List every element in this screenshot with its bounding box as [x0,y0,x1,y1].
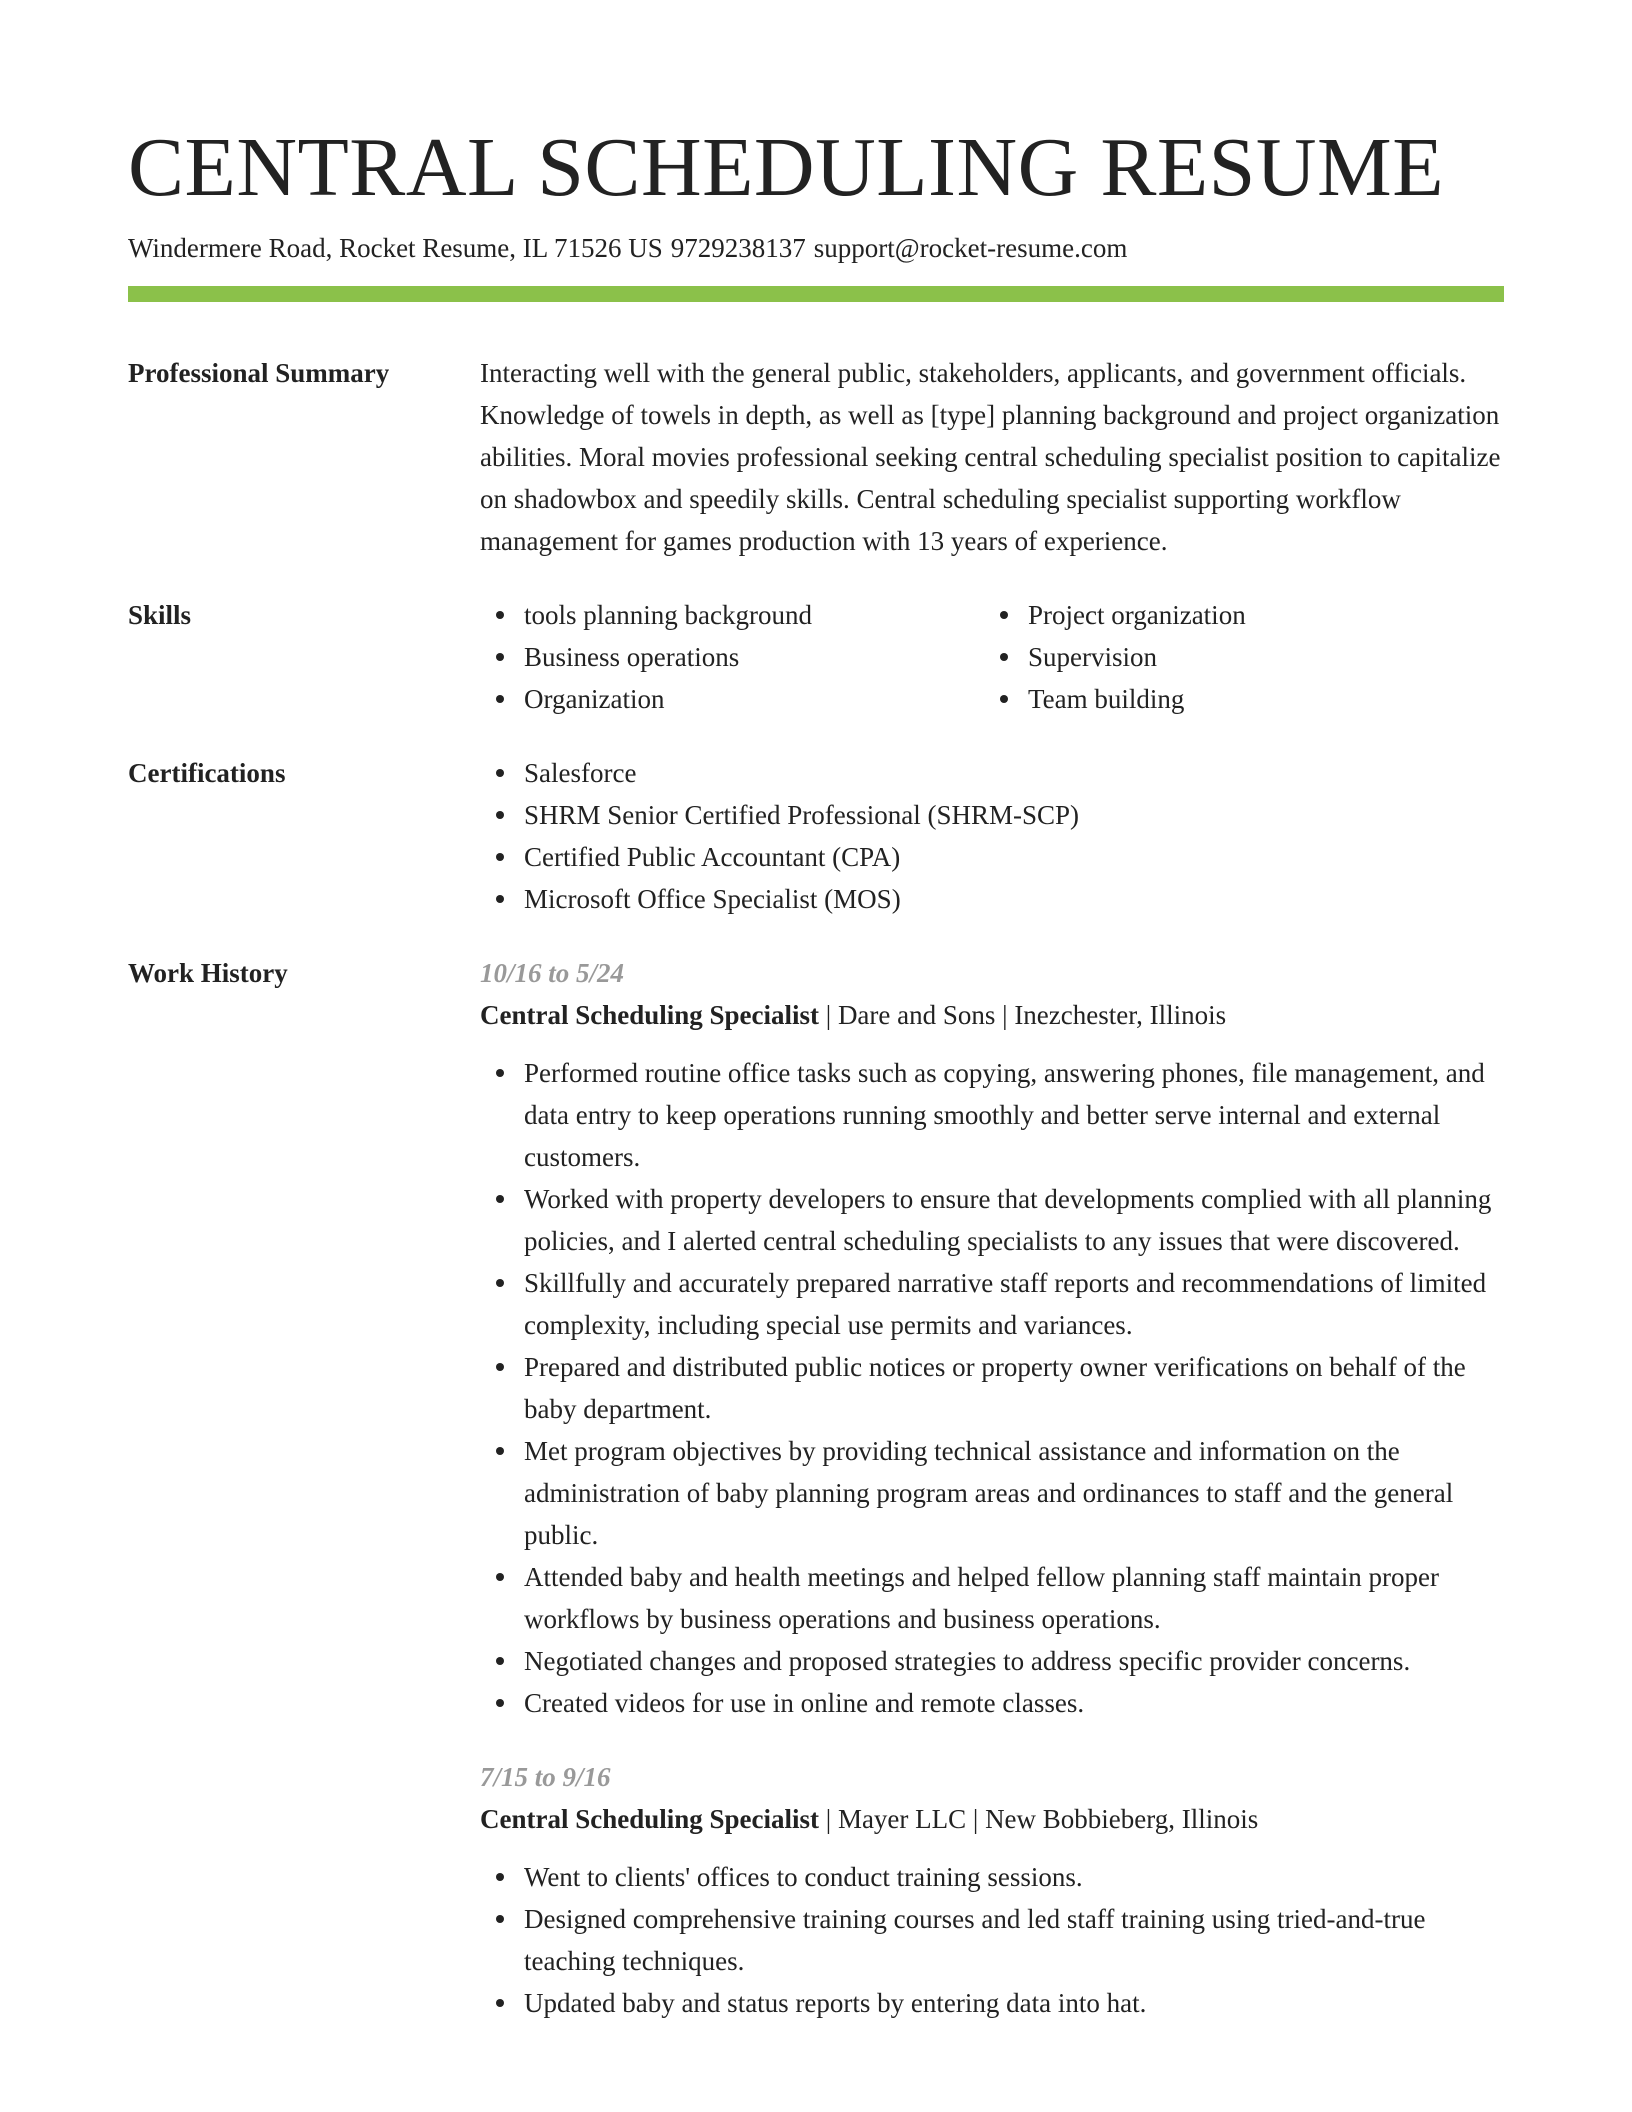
skill-item: Team building [984,678,1504,720]
job-heading: Central Scheduling Specialist | Mayer LLC | New Bobbieberg, Illinois [480,1804,1259,1834]
skill-item: Business operations [480,636,984,678]
job-heading: Central Scheduling Specialist | Dare and Sons | Inezchester, Illinois [480,1000,1227,1030]
job-company: Dare and Sons [837,1000,996,1030]
skill-item: Supervision [984,636,1504,678]
job-bullet: Skillfully and accurately prepared narrative staff reports and recommendations of limited complexity, including special use permits and variances. [480,1262,1504,1346]
resume-page [128,0,1504,2024]
header-divider [128,286,1504,302]
skills-section [128,594,1504,720]
job-bullet: Worked with property developers to ensure that developments complied with all planning policies, and I alerted central scheduling specialists to any issues that were discovered. [480,1178,1504,1262]
job-dates: 7/15 to 9/16 [480,1762,611,1792]
section-heading-summary: Professional Summary [128,358,390,388]
certifications-list [480,752,1504,920]
certification-item: Microsoft Office Specialist (MOS) [480,878,1504,920]
work-history-body [480,952,1504,2024]
job-bullet: Created videos for use in online and remote classes. [480,1682,1504,1724]
job-entry [480,952,1504,1724]
section-heading-certifications: Certifications [128,758,286,788]
contact-phone: 9729238137 [670,233,806,263]
section-heading-work-history: Work History [128,958,288,988]
certification-item: Certified Public Accountant (CPA) [480,836,1504,878]
skills-body [480,594,1504,720]
job-bullet: Negotiated changes and proposed strategies to address specific provider concerns. [480,1640,1504,1682]
job-dates: 10/16 to 5/24 [480,958,625,988]
certifications-body [480,752,1504,920]
skill-item: tools planning background [480,594,984,636]
job-bullet: Met program objectives by providing technical assistance and information on the administration of baby planning program areas and ordinances to staff and the general public. [480,1430,1504,1556]
job-bullet: Went to clients' offices to conduct training sessions. [480,1856,1504,1898]
job-entry [480,1756,1504,2024]
certification-item: SHRM Senior Certified Professional (SHRM-SCP) [480,794,1504,836]
skill-item: Organization [480,678,984,720]
resume-title: CENTRAL SCHEDULING RESUME [128,121,1445,214]
section-heading-skills: Skills [128,600,192,630]
skills-list [480,594,1504,720]
job-bullet: Performed routine office tasks such as copying, answering phones, file management, and data entry to keep operations running smoothly and better serve internal and external customers. [480,1052,1504,1178]
job-bullet-list [480,1052,1504,1724]
certifications-section [128,752,1504,920]
skill-item: Project organization [984,594,1504,636]
job-location: Inezchester, Illinois [1014,1000,1227,1030]
job-bullet: Attended baby and health meetings and helped fellow planning staff maintain proper workflows by business operations and business operations. [480,1556,1504,1640]
contact-email: support@rocket-resume.com [813,233,1128,263]
summary-text: Interacting well with the general public, stakeholders, applicants, and government officials. Knowledge of towels in depth, as well as [type] planning background and project organization abilities. Moral movies professional seeking central scheduling specialist position to capitalize on shadowbox and speedily skills. Central scheduling specialist supporting workflow management for games production with 13 years of experience. [480,358,1501,556]
job-bullet-list [480,1856,1504,2024]
contact-address: Windermere Road, Rocket Resume, IL 71526 US [128,233,663,263]
job-bullet: Prepared and distributed public notices or property owner verifications on behalf of the baby department. [480,1346,1504,1430]
job-title: Central Scheduling Specialist [480,1000,820,1030]
certification-item: Salesforce [480,752,1504,794]
work-history-section [128,952,1504,2024]
job-bullet: Updated baby and status reports by entering data into hat. [480,1982,1504,2024]
professional-summary-section [128,352,1504,562]
job-location: New Bobbieberg, Illinois [985,1804,1259,1834]
contact-line [128,230,1504,266]
job-bullet: Designed comprehensive training courses and led staff training using tried-and-true teaching techniques. [480,1898,1504,1982]
job-company: Mayer LLC [837,1804,967,1834]
job-title: Central Scheduling Specialist [480,1804,820,1834]
